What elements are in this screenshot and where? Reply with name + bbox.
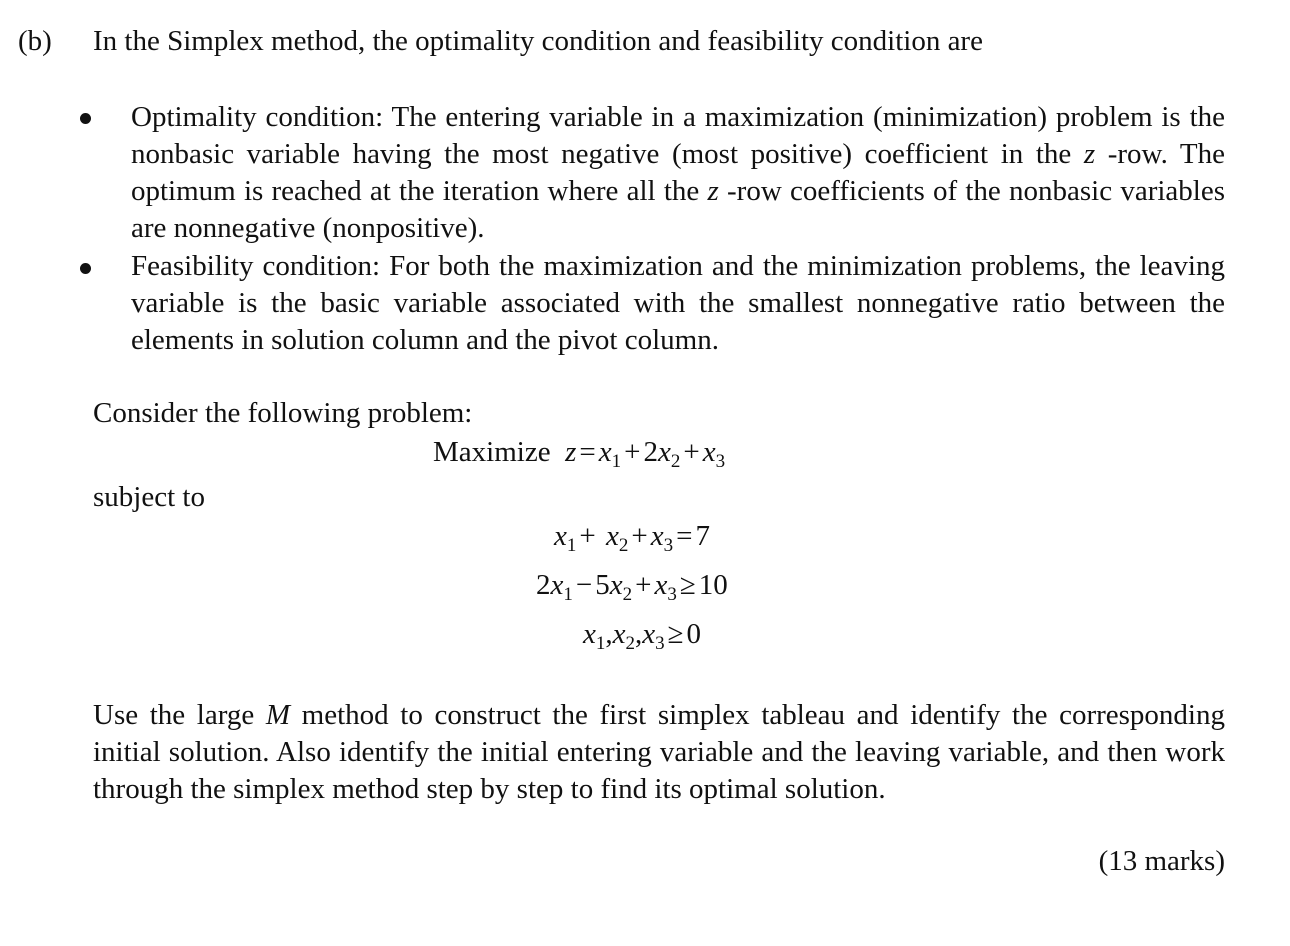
consider-problem-text: Consider the following problem:	[93, 397, 473, 429]
math-var-M: M	[265, 699, 291, 731]
bullet-text: -row coefficients of the nonbasic variables are nonnegative (nonpositive).	[131, 175, 1225, 244]
subject-to-label: subject to	[93, 481, 205, 513]
question-part-label: (b)	[18, 25, 52, 57]
objective-lhs: z	[565, 436, 577, 468]
math-var-z: z	[1083, 138, 1096, 170]
constraint-inequality: $2x_1 - 5x_2 + x_3 \ge 10$	[536, 569, 728, 605]
task-instructions	[93, 697, 1225, 808]
bullet-dot-icon	[80, 113, 91, 124]
constraint-rhs: 7	[695, 520, 710, 552]
task-text: Use the large	[93, 699, 266, 731]
constraint-equality: $x_1 + x_2 + x_3 = 7$	[554, 520, 710, 556]
bullet-text: : For both the maximization and the minimization problems, the leaving variable is the basic variable associated with the smallest nonnegative ratio between the elements in solution column and the pivot column.	[131, 250, 1225, 356]
constraint-rhs: 0	[686, 618, 702, 650]
bullet-dot-icon	[80, 263, 91, 274]
marks-allocation: (13 marks)	[1098, 845, 1225, 877]
nonnegativity-constraint: $x_1,x_2,x_3 \ge 0$	[583, 618, 702, 654]
bullet-text: : The entering variable in a maximization (minimization) problem is the nonbasic variable having the most negative (most positive) coefficient in the	[131, 101, 1226, 170]
intro-sentence: In the Simplex method, the optimality condition and feasibility condition are	[93, 25, 983, 57]
bullet-label: Feasibility condition	[131, 250, 373, 282]
maximize-word: Maximize	[433, 436, 551, 468]
bullet-text: -row. The optimum is reached at the iteration where all the	[131, 138, 1226, 207]
math-var-z: z	[707, 175, 719, 207]
feasibility-condition-bullet	[131, 248, 1225, 359]
task-text: method to construct the first simplex tableau and identify the corresponding initial solution. Also identify the initial entering variable and the leaving variable, and then work through the simplex method step by step to find its optimal solution.	[93, 699, 1225, 805]
bullet-label: Optimality condition	[131, 101, 376, 133]
optimality-condition-bullet	[131, 99, 1225, 247]
constraint-rhs: 10	[698, 569, 728, 601]
objective-function: Maximize $z = x_1 + 2x_2 + x_3$	[433, 436, 726, 472]
